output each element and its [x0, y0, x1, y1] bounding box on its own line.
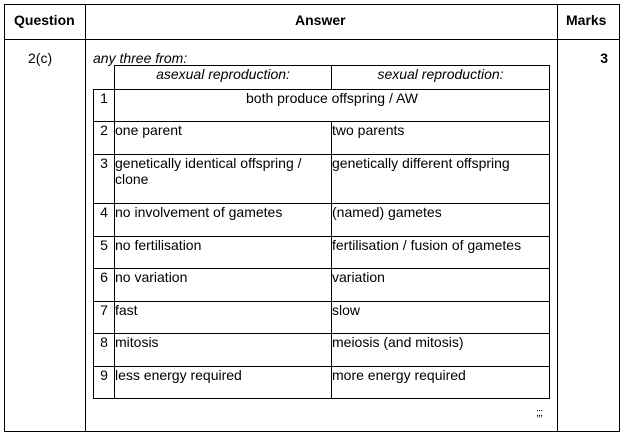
- table-header-row: [94, 66, 550, 90]
- answer-comparison-table: [93, 65, 550, 399]
- row-number: 4: [94, 204, 115, 237]
- row-number: 8: [94, 334, 115, 367]
- sexual-cell: fertilisation / fusion of gametes: [332, 237, 550, 269]
- row-number: 2: [94, 122, 115, 155]
- row-number: 7: [94, 302, 115, 334]
- tick-marks: ;;;: [536, 407, 543, 419]
- table-row: [94, 367, 550, 399]
- asexual-column-header: asexual reproduction:: [115, 66, 332, 90]
- asexual-cell: no involvement of gametes: [115, 204, 332, 237]
- asexual-cell: genetically identical offspring / clone: [115, 155, 332, 204]
- asexual-cell: no variation: [115, 269, 332, 302]
- table-row: [94, 302, 550, 334]
- row-number: 6: [94, 269, 115, 302]
- column-divider-question: [85, 4, 86, 432]
- table-row: [94, 90, 550, 122]
- marks-value: 3: [600, 50, 608, 66]
- question-number: 2(c): [28, 50, 53, 66]
- table-row: [94, 237, 550, 269]
- row-number: 5: [94, 237, 115, 269]
- sexual-cell: more energy required: [332, 367, 550, 399]
- empty-corner-cell: [94, 66, 115, 90]
- table-row: [94, 122, 550, 155]
- marks-header: Marks: [566, 12, 607, 28]
- asexual-cell: one parent: [115, 122, 332, 155]
- asexual-cell: mitosis: [115, 334, 332, 367]
- table-row: [94, 155, 550, 204]
- row-number: 9: [94, 367, 115, 399]
- asexual-cell: less energy required: [115, 367, 332, 399]
- answer-header: Answer: [295, 12, 346, 28]
- sexual-cell: two parents: [332, 122, 550, 155]
- sexual-cell: meiosis (and mitosis): [332, 334, 550, 367]
- table-row: [94, 204, 550, 237]
- sexual-cell: genetically different offspring: [332, 155, 550, 204]
- row-number: 1: [94, 90, 115, 122]
- asexual-cell: no fertilisation: [115, 237, 332, 269]
- answer-intro: any three from:: [93, 50, 188, 66]
- sexual-column-header: sexual reproduction:: [332, 66, 550, 90]
- shared-answer-cell: both produce offspring / AW: [115, 90, 550, 122]
- asexual-cell: fast: [115, 302, 332, 334]
- header-divider: [4, 39, 620, 40]
- row-number: 3: [94, 155, 115, 204]
- sexual-cell: variation: [332, 269, 550, 302]
- table-row: [94, 269, 550, 302]
- table-row: [94, 334, 550, 367]
- question-header: Question: [14, 12, 75, 28]
- sexual-cell: slow: [332, 302, 550, 334]
- column-divider-marks: [557, 4, 558, 432]
- sexual-cell: (named) gametes: [332, 204, 550, 237]
